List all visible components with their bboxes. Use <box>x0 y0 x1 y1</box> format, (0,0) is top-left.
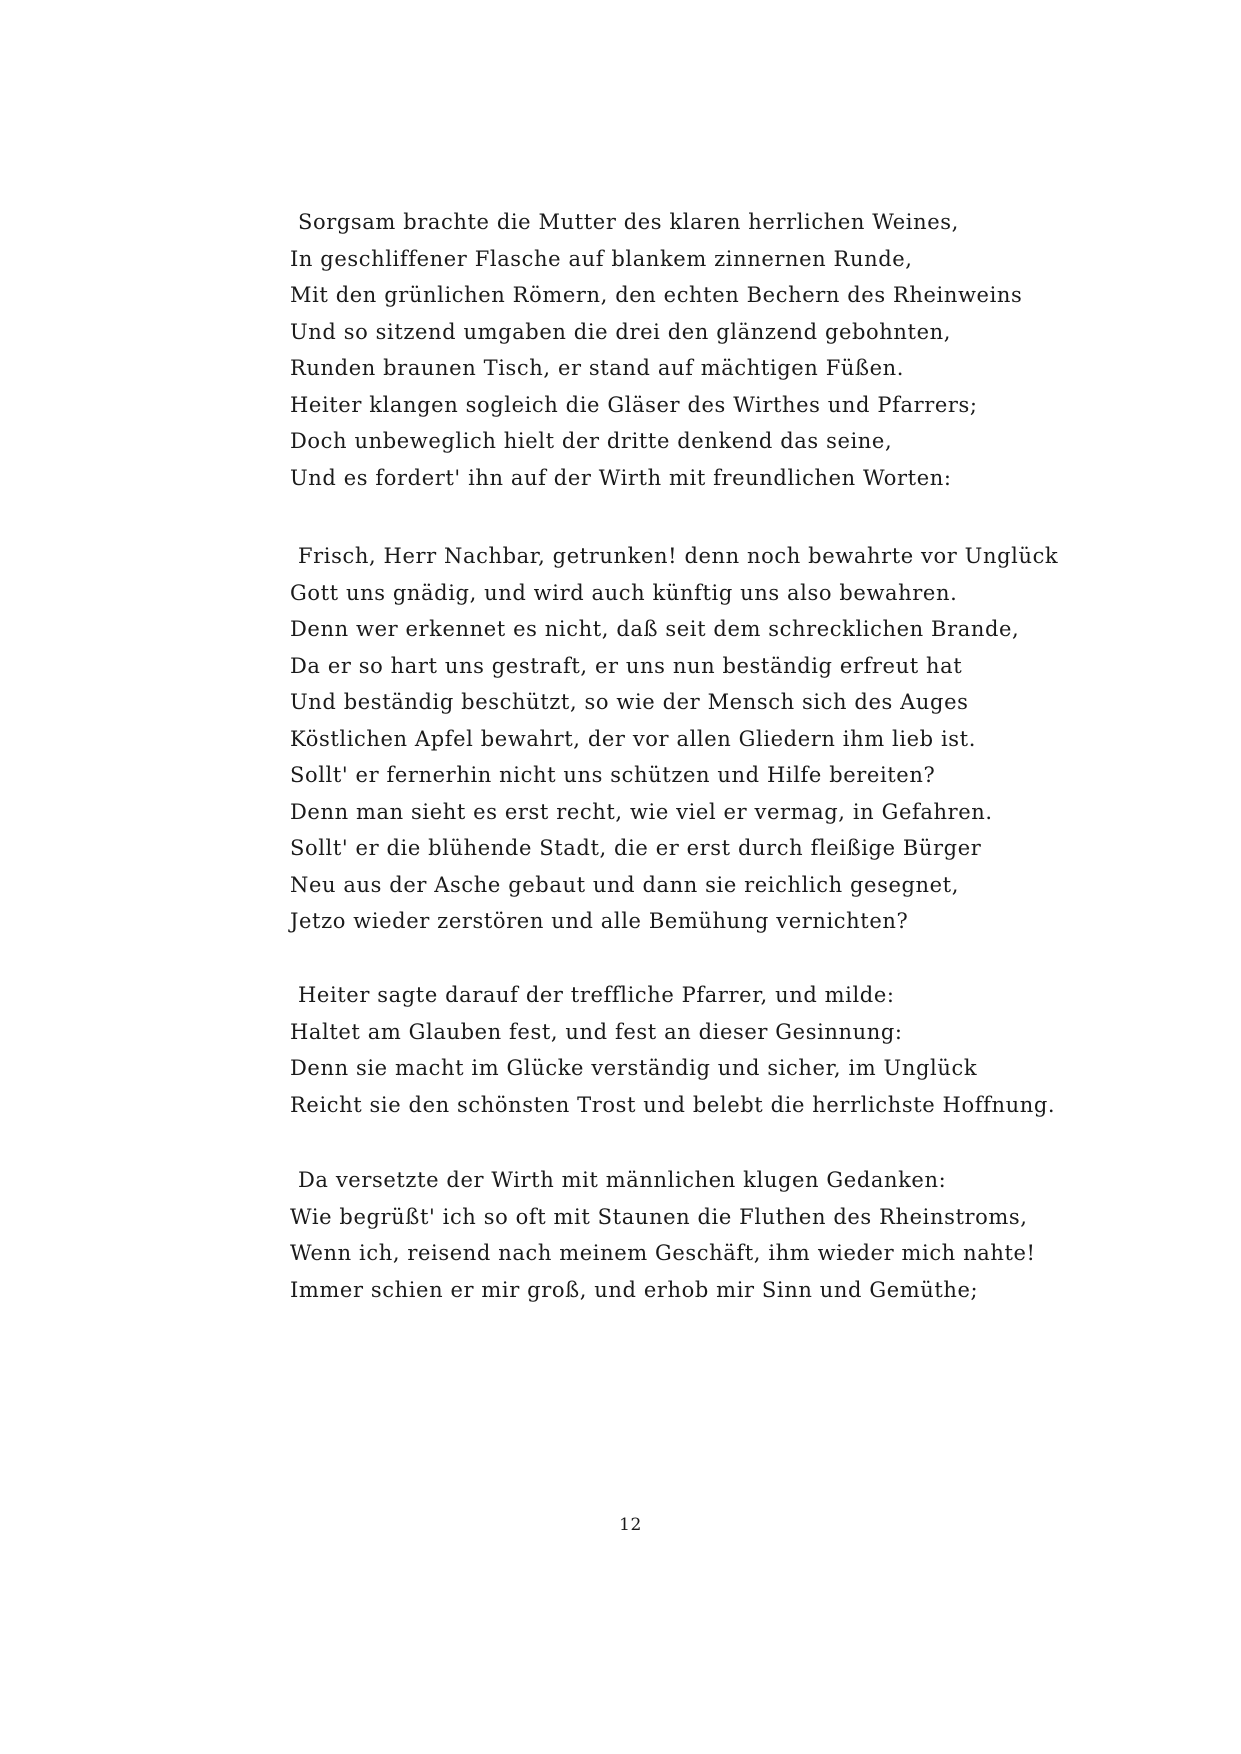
verse-line: Sorgsam brachte die Mutter des klaren herrlichen Weines, <box>298 210 959 234</box>
verse-line: Immer schien er mir groß, und erhob mir Sinn und Gemüthe; <box>290 1277 979 1302</box>
stanza-3 <box>290 977 1056 1123</box>
verse-line: Runden braunen Tisch, er stand auf mächtigen Füßen. <box>290 356 905 380</box>
verse-line: Und beständig beschützt, so wie der Mensch sich des Auges <box>290 690 969 714</box>
verse-line: Reicht sie den schönsten Trost und belebt die herrlichste Hoffnung. <box>290 1092 1056 1117</box>
page-number-footer <box>0 1515 1241 1535</box>
verse-line: Doch unbeweglich hielt der dritte denkend das seine, <box>290 429 893 453</box>
verse-line: Haltet am Glauben fest, und fest an dieser Gesinnung: <box>290 1019 903 1044</box>
verse-line: Jetzo wieder zerstören und alle Bemühung vernichten? <box>290 909 909 933</box>
verse-line: Denn man sieht es erst recht, wie viel er vermag, in Gefahren. <box>290 799 993 824</box>
verse-line: Wie begrüßt' ich so oft mit Staunen die Fluthen des Rheinstroms, <box>290 1204 1028 1229</box>
verse-line: Denn wer erkennet es nicht, daß seit dem schrecklichen Brande, <box>290 617 1020 641</box>
page-number: 12 <box>619 1515 642 1535</box>
stanza-1 <box>290 204 1023 496</box>
verse-line: Heiter sagte darauf der treffliche Pfarrer, und milde: <box>298 983 895 1007</box>
verse-line: Da versetzte der Wirth mit männlichen klugen Gedanken: <box>298 1168 947 1192</box>
verse-line: Wenn ich, reisend nach meinem Geschäft, ihm wieder mich nahte! <box>290 1241 1036 1265</box>
verse-line: Gott uns gnädig, und wird auch künftig uns also bewahren. <box>290 580 958 605</box>
verse-line: Denn sie macht im Glücke verständig und sicher, im Unglück <box>290 1056 978 1080</box>
verse-line: Und so sitzend umgaben die drei den glänzend gebohnten, <box>290 319 952 344</box>
verse-line: Mit den grünlichen Römern, den echten Bechern des Rheinweins <box>290 283 1023 307</box>
verse-line: Und es fordert' ihn auf der Wirth mit freundlichen Worten: <box>290 465 952 490</box>
stanza-4 <box>290 1162 1036 1308</box>
stanza-2 <box>290 538 1059 940</box>
verse-line: Neu aus der Asche gebaut und dann sie reichlich gesegnet, <box>290 872 959 897</box>
verse-line: Sollt' er fernerhin nicht uns schützen und Hilfe bereiten? <box>290 763 936 787</box>
verse-line: Da er so hart uns gestraft, er uns nun beständig erfreut hat <box>290 653 963 678</box>
verse-line: In geschliffener Flasche auf blankem zinnernen Runde, <box>290 246 913 271</box>
verse-line: Köstlichen Apfel bewahrt, der vor allen Gliedern ihm lieb ist. <box>290 726 976 751</box>
verse-line: Heiter klangen sogleich die Gläser des Wirthes und Pfarrers; <box>290 392 978 417</box>
verse-line: Sollt' er die blühende Stadt, die er erst durch fleißige Bürger <box>290 836 982 860</box>
verse-line: Frisch, Herr Nachbar, getrunken! denn noch bewahrte vor Unglück <box>298 544 1059 568</box>
